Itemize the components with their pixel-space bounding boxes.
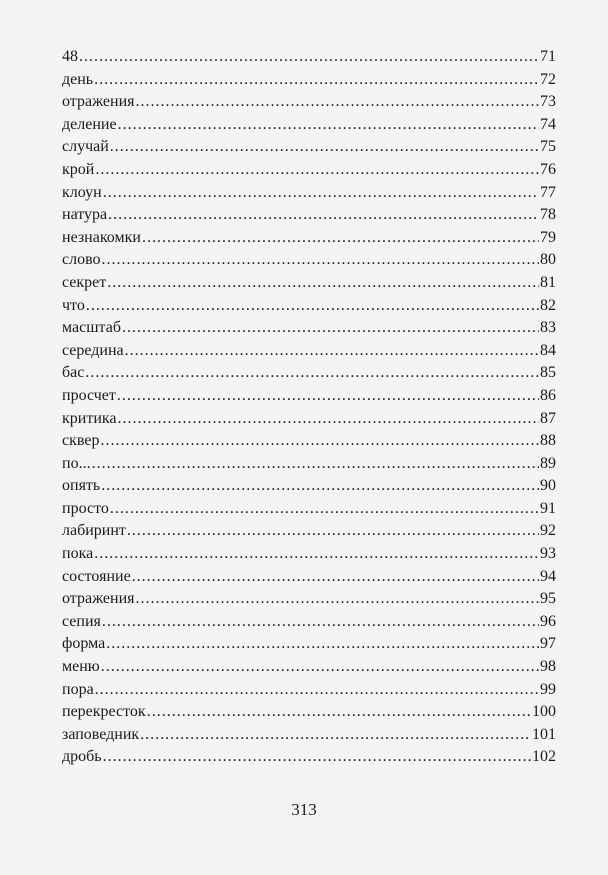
toc-entry-page: 80 [540,251,556,269]
dot-leader [136,91,539,114]
dot-leader [140,724,531,747]
toc-entry-page: 75 [540,138,556,156]
dot-leader [127,520,539,543]
toc-entry [62,543,556,566]
toc-entry-page: 88 [540,432,556,450]
toc-entry-page: 71 [540,48,556,65]
toc-entry-page: 84 [540,341,556,359]
toc-entry-page: 77 [540,183,556,201]
toc-entry [62,656,556,679]
dot-leader [108,204,539,227]
dot-leader [94,69,539,92]
toc-entry-title: день [62,70,94,88]
toc-entry [62,295,556,318]
toc-entry-title: форма [62,635,106,653]
toc-entry-title: что [62,296,85,314]
dot-leader [103,746,531,769]
toc-entry-page: 92 [540,522,556,540]
toc-entry-page: 85 [540,364,556,382]
toc-entry [62,453,556,476]
toc-entry-title: отражения [62,590,135,608]
dot-leader [100,430,539,453]
toc-entry-title: сквер [62,432,100,450]
page-number: 313 [291,800,317,819]
toc-entry-page: 91 [540,499,556,517]
toc-entry-title: просчет [62,386,116,404]
toc-entry-page: 86 [540,386,556,404]
toc-entry-title: по... [62,454,91,472]
toc-entry [62,204,556,227]
dot-leader [86,295,539,318]
toc-entry-title: перекресток [62,703,146,721]
toc-entry [62,159,556,182]
toc-entry [62,430,556,453]
dot-leader [142,227,539,250]
toc-entry [62,746,556,769]
toc-entry-title: секрет [62,273,107,291]
toc-entry-title: пока [62,545,94,563]
toc-entry [62,249,556,272]
toc-entry-page: 96 [540,612,556,630]
toc-entry-title: просто [62,499,109,517]
dot-leader [101,656,539,679]
toc-entry-title: 48 [62,48,78,65]
toc-entry-page: 74 [540,115,556,133]
dot-leader [103,182,539,205]
toc-entry [62,566,556,589]
toc-entry-title: лабиринт [62,522,126,540]
toc-entry-page: 81 [540,273,556,291]
toc-entry-title: бас [62,364,85,382]
toc-entry-title: пора [62,680,94,698]
dot-leader [136,588,539,611]
toc-entry [62,227,556,250]
toc-entry-page: 82 [540,296,556,314]
toc-entry-title: опять [62,477,101,495]
toc-entry-page: 76 [540,160,556,178]
toc-entry [62,340,556,363]
dot-leader [95,159,539,182]
dot-leader [85,362,539,385]
toc-entry [62,408,556,431]
toc-entry [62,136,556,159]
toc-entry-title: масштаб [62,319,121,337]
toc-entry [62,611,556,634]
toc-entry-title: заповедник [62,725,140,743]
toc-entry [62,475,556,498]
toc-entry-title: крой [62,160,95,178]
dot-leader [107,272,539,295]
toc-entry-page: 90 [540,477,556,495]
toc-entry-title: клоун [62,183,102,201]
toc-entry-page: 99 [540,680,556,698]
dot-leader [147,701,531,724]
dot-leader [125,340,539,363]
toc-entry-page: 98 [540,658,556,676]
toc-entry-page: 78 [540,206,556,224]
toc-entry-title: меню [62,658,100,676]
toc-entry [62,46,556,69]
toc-entry [62,633,556,656]
toc-entry-title: деление [62,115,117,133]
toc-entry-page: 102 [532,748,556,766]
dot-leader [117,385,539,408]
toc-entry-title: натура [62,206,108,224]
toc-entry-title: слово [62,251,101,269]
toc-entry-title: случай [62,138,109,156]
toc-entry-page: 97 [540,635,556,653]
toc-entry [62,724,556,747]
toc-entry-page: 79 [540,228,556,246]
toc-entry [62,317,556,340]
toc-entry [62,182,556,205]
toc-entry-page: 101 [532,725,556,743]
dot-leader [92,453,539,476]
toc-entry-title: середина [62,341,124,359]
dot-leader [110,136,539,159]
toc-entry-page: 95 [540,590,556,608]
dot-leader [95,679,539,702]
dot-leader [106,633,539,656]
toc-entry-title: состояние [62,567,131,585]
toc-entry-title: незнакомки [62,228,141,246]
toc-entry [62,362,556,385]
toc-entry [62,701,556,724]
dot-leader [118,408,539,431]
toc-entry-page: 83 [540,319,556,337]
toc-entry [62,588,556,611]
toc-entry-page: 87 [540,409,556,427]
toc-entry-title: отражения [62,93,135,111]
toc-entry-page: 94 [540,567,556,585]
toc-entry [62,498,556,521]
toc-entry-title: дробь [62,748,102,766]
toc-entry-title: сепия [62,612,101,630]
toc-entry [62,520,556,543]
toc-entry [62,385,556,408]
toc-entry [62,69,556,92]
toc-entry-page: 72 [540,70,556,88]
toc-entry-page: 93 [540,545,556,563]
toc-entry-page: 100 [532,703,556,721]
dot-leader [79,46,539,69]
toc-entry [62,114,556,137]
dot-leader [118,114,539,137]
dot-leader [102,249,539,272]
dot-leader [94,543,539,566]
dot-leader [101,475,539,498]
toc-entry [62,679,556,702]
toc-entry-page: 89 [540,454,556,472]
toc-entry [62,272,556,295]
dot-leader [102,611,539,634]
dot-leader [132,566,539,589]
toc-entry-page: 73 [540,93,556,111]
table-of-contents [62,46,556,769]
toc-entry-title: критика [62,409,117,427]
dot-leader [110,498,539,521]
toc-entry [62,91,556,114]
dot-leader [122,317,539,340]
